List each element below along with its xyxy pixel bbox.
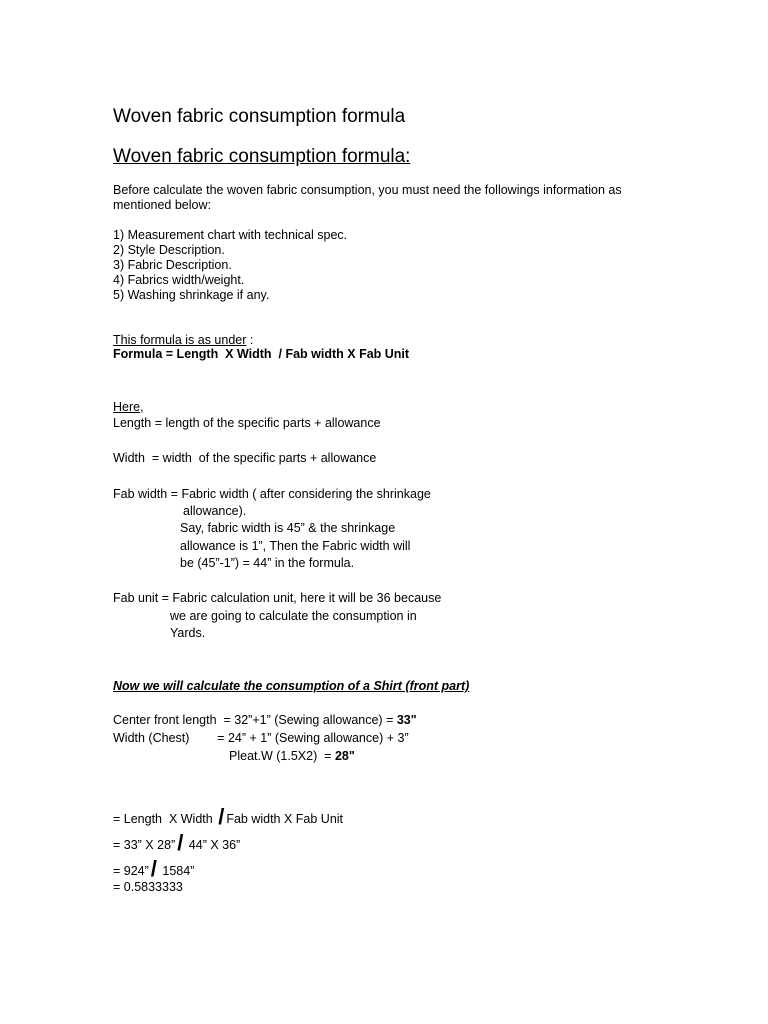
fab-unit-definition: Yards. xyxy=(170,626,206,640)
calc-step-left: = 924” xyxy=(113,864,149,878)
calculation-result: = 0.5833333 xyxy=(113,880,183,894)
requirement-item: 2) Style Description. xyxy=(113,243,225,257)
width-chest-line: Width (Chest) = 24” + 1” (Sewing allowance) + 3” xyxy=(113,731,409,745)
calc-step-right: 44” X 36” xyxy=(185,838,241,852)
calculation-step-3 xyxy=(113,856,195,881)
requirement-item: 5) Washing shrinkage if any. xyxy=(113,288,270,302)
center-front-length-text: Center front length = 32”+1” (Sewing allowance) = xyxy=(113,713,397,727)
fab-width-definition: allowance is 1”, Then the Fabric width will xyxy=(180,539,411,553)
formula-intro: This formula is as under xyxy=(113,333,247,347)
here-label: Here, xyxy=(113,400,144,414)
section-heading: Woven fabric consumption formula: xyxy=(113,146,411,167)
length-definition: Length = length of the specific parts + allowance xyxy=(113,416,381,430)
fab-width-definition: Fab width = Fabric width ( after considering the shrinkage xyxy=(113,487,431,501)
calculation-step-1 xyxy=(113,804,344,829)
calc-step-left: = Length X Width xyxy=(113,812,217,826)
center-front-length-line xyxy=(113,713,417,728)
center-front-length-result: 33" xyxy=(396,713,417,727)
fab-width-definition: allowance). xyxy=(183,504,247,518)
document-title: Woven fabric consumption formula xyxy=(113,106,406,127)
fab-unit-definition: we are going to calculate the consumption in xyxy=(170,609,417,623)
fab-unit-definition: Fab unit = Fabric calculation unit, here it will be 36 because xyxy=(113,591,442,605)
pleat-line xyxy=(229,749,355,764)
pleat-result: 28" xyxy=(334,749,355,763)
fab-width-definition: be (45”-1”) = 44” in the formula. xyxy=(180,556,355,570)
formula-intro-line xyxy=(113,333,253,348)
fab-width-definition: Say, fabric width is 45” & the shrinkage xyxy=(180,521,396,535)
pleat-text: Pleat.W (1.5X2) = xyxy=(229,749,335,763)
division-slash: / xyxy=(150,856,157,881)
requirement-item: 1) Measurement chart with technical spec. xyxy=(113,228,348,242)
calc-step-right: Fab width X Fab Unit xyxy=(226,812,344,826)
division-slash: / xyxy=(177,830,184,855)
calculation-step-2 xyxy=(113,830,241,855)
intro-line-1: Before calculate the woven fabric consumption, you must need the followings information as xyxy=(113,183,622,197)
calc-step-right: 1584” xyxy=(158,864,195,878)
requirement-item: 4) Fabrics width/weight. xyxy=(113,273,245,287)
calc-step-left: = 33” X 28” xyxy=(113,838,176,852)
formula-line: Formula = Length X Width / Fab width X Fab Unit xyxy=(113,347,410,361)
division-slash: / xyxy=(218,804,225,829)
requirement-item: 3) Fabric Description. xyxy=(113,258,232,272)
intro-line-2: mentioned below: xyxy=(113,198,211,212)
width-definition: Width = width of the specific parts + allowance xyxy=(113,451,377,465)
formula-intro-colon: : xyxy=(246,333,254,347)
shirt-section-title: Now we will calculate the consumption of a Shirt (front part) xyxy=(113,679,470,693)
